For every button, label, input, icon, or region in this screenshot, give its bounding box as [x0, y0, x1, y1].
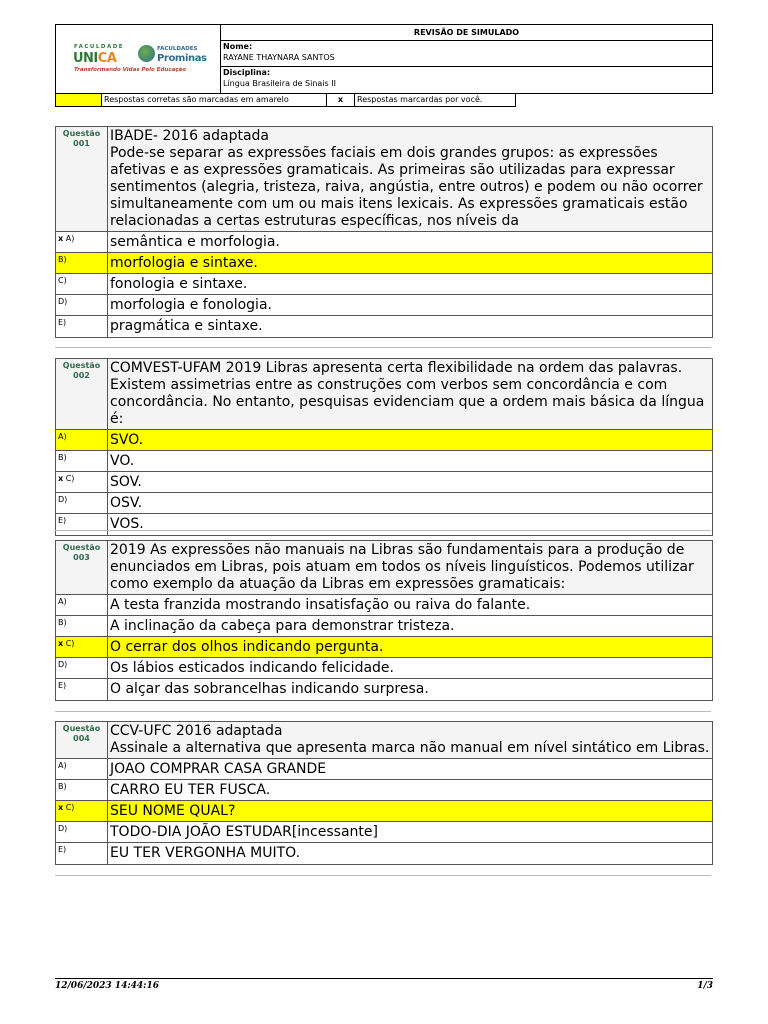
- option-letter: B): [56, 451, 108, 471]
- answer-option: [56, 295, 712, 316]
- institution-logo: [56, 25, 221, 93]
- option-text: fonologia e sintaxe.: [110, 276, 248, 292]
- logo-faculdade-text: FACULDADE: [74, 44, 125, 50]
- globe-icon: [138, 45, 155, 62]
- divider: [55, 875, 711, 876]
- option-text: VOS.: [110, 516, 144, 532]
- answer-option-correct: [56, 430, 712, 451]
- option-text: SVO.: [110, 432, 144, 448]
- logo-faculdades-text: FACULDADES: [157, 46, 198, 52]
- option-text: CARRO EU TER FUSCA.: [110, 782, 271, 798]
- question-block: [55, 540, 713, 701]
- question-text: 2019 As expressões não manuais na Libras são fundamentais para a produção de enunciados em Libras, pois atuam em todos os níveis linguísticos. Podemos utilizar como exemplo da atuação da Libras em expressões gramaticais:: [110, 542, 694, 592]
- option-text: EU TER VERGONHA MUITO.: [110, 845, 301, 861]
- option-letter: D): [56, 822, 108, 842]
- answer-option: [56, 316, 712, 337]
- option-text: A inclinação da cabeça para demonstrar tristeza.: [110, 618, 455, 634]
- option-letter: B): [56, 616, 108, 636]
- option-letter: E): [56, 679, 108, 700]
- legend-marked-text: Respostas marcardas por você.: [354, 93, 516, 107]
- option-text: SOV.: [110, 474, 142, 490]
- option-letter: A): [56, 759, 108, 779]
- option-text: VO.: [110, 453, 135, 469]
- logo-tagline: Transformando Vidas Pelo Educação: [74, 67, 187, 73]
- answer-option-correct: [56, 801, 712, 822]
- student-name-label: Nome:: [223, 42, 253, 51]
- discipline-row: [221, 67, 712, 93]
- question-header: [56, 722, 712, 759]
- option-text: JOAO COMPRAR CASA GRANDE: [110, 761, 327, 777]
- option-letter: A): [56, 430, 108, 450]
- option-letter: B): [56, 780, 108, 800]
- question-block: [55, 126, 713, 338]
- option-text: semântica e morfologia.: [110, 234, 280, 250]
- option-letter: x C): [56, 801, 108, 821]
- answer-option: [56, 780, 712, 801]
- discipline-label: Disciplina:: [223, 68, 271, 77]
- option-letter: x A): [56, 232, 108, 252]
- question-number: Questão 002: [56, 359, 108, 429]
- option-letter: D): [56, 658, 108, 678]
- answer-option: [56, 822, 712, 843]
- footer-rule: [55, 978, 713, 979]
- option-text: Os lábios esticados indicando felicidade.: [110, 660, 394, 676]
- question-number: Questão 001: [56, 127, 108, 231]
- question-header: [56, 541, 712, 595]
- question-number: Questão 004: [56, 722, 108, 758]
- answer-option: [56, 679, 712, 700]
- divider: [55, 530, 711, 531]
- option-letter: D): [56, 493, 108, 513]
- answer-option: [56, 843, 712, 864]
- option-letter: x C): [56, 472, 108, 492]
- option-letter: E): [56, 843, 108, 864]
- divider: [55, 711, 711, 712]
- option-text: SEU NOME QUAL?: [110, 803, 236, 819]
- answer-option-correct: [56, 637, 712, 658]
- answer-option-correct: [56, 253, 712, 274]
- discipline-value: Língua Brasileira de Sinais II: [223, 79, 336, 88]
- option-letter: E): [56, 316, 108, 337]
- student-name-row: [221, 41, 712, 67]
- option-letter: B): [56, 253, 108, 273]
- answer-option: [56, 759, 712, 780]
- option-text: morfologia e sintaxe.: [110, 255, 258, 271]
- footer-datetime: 12/06/2023 14:44:16: [55, 981, 160, 991]
- logo-prominas-text: Prominas: [157, 53, 207, 64]
- answer-option: [56, 472, 712, 493]
- divider: [55, 347, 711, 348]
- answer-option: [56, 514, 712, 535]
- answer-option: [56, 274, 712, 295]
- logo-unica-text: UNICA: [73, 51, 117, 66]
- question-text: IBADE- 2016 adaptada Pode-se separar as expressões faciais em dois grandes grupos: as expressões afetivas e as expressões gramaticais. As primeiras são utilizadas para expressar sentimentos (alegria, tristeza, raiva, angústia, entre outros) e podem ou não ocorrer simultaneamente com um ou mais itens lexicais. As expressões gramaticais estão relacionadas a certas estruturas específicas, nos níveis da: [110, 128, 703, 229]
- question-block: [55, 358, 713, 536]
- option-letter: D): [56, 295, 108, 315]
- legend-correct-swatch: [55, 93, 102, 107]
- answer-option: [56, 658, 712, 679]
- footer-page-number: 1/3: [697, 981, 713, 991]
- question-text: COMVEST-UFAM 2019 Libras apresenta certa flexibilidade na ordem das palavras. Existem assimetrias entre as construções com verbos sem concordância e com concordância. No entanto, pesquisas evidenciam que a ordem mais básica da língua é:: [110, 360, 705, 427]
- option-letter: A): [56, 595, 108, 615]
- option-text: OSV.: [110, 495, 143, 511]
- question-number: Questão 003: [56, 541, 108, 594]
- student-name-value: RAYANE THAYNARA SANTOS: [223, 53, 335, 62]
- question-block: [55, 721, 713, 865]
- option-letter: E): [56, 514, 108, 535]
- page-title: REVISÃO DE SIMULADO: [221, 25, 712, 41]
- header-table: [55, 24, 713, 94]
- option-text: O alçar das sobrancelhas indicando surpresa.: [110, 681, 429, 697]
- option-letter: x C): [56, 637, 108, 657]
- answer-option: [56, 451, 712, 472]
- question-header: [56, 127, 712, 232]
- option-text: TODO-DIA JOÃO ESTUDAR[incessante]: [110, 824, 378, 840]
- question-header: [56, 359, 712, 430]
- legend-correct-text: Respostas corretas são marcadas em amarelo: [101, 93, 327, 107]
- option-text: A testa franzida mostrando insatisfação ou raiva do falante.: [110, 597, 531, 613]
- answer-option: [56, 493, 712, 514]
- answer-option: [56, 232, 712, 253]
- question-text: CCV-UFC 2016 adaptada Assinale a alternativa que apresenta marca não manual em nível sintático em Libras.: [110, 723, 710, 756]
- option-text: O cerrar dos olhos indicando pergunta.: [110, 639, 384, 655]
- answer-option: [56, 595, 712, 616]
- option-letter: C): [56, 274, 108, 294]
- option-text: pragmática e sintaxe.: [110, 318, 263, 334]
- answer-option: [56, 616, 712, 637]
- option-text: morfologia e fonologia.: [110, 297, 272, 313]
- legend-marked-swatch: x: [326, 93, 355, 107]
